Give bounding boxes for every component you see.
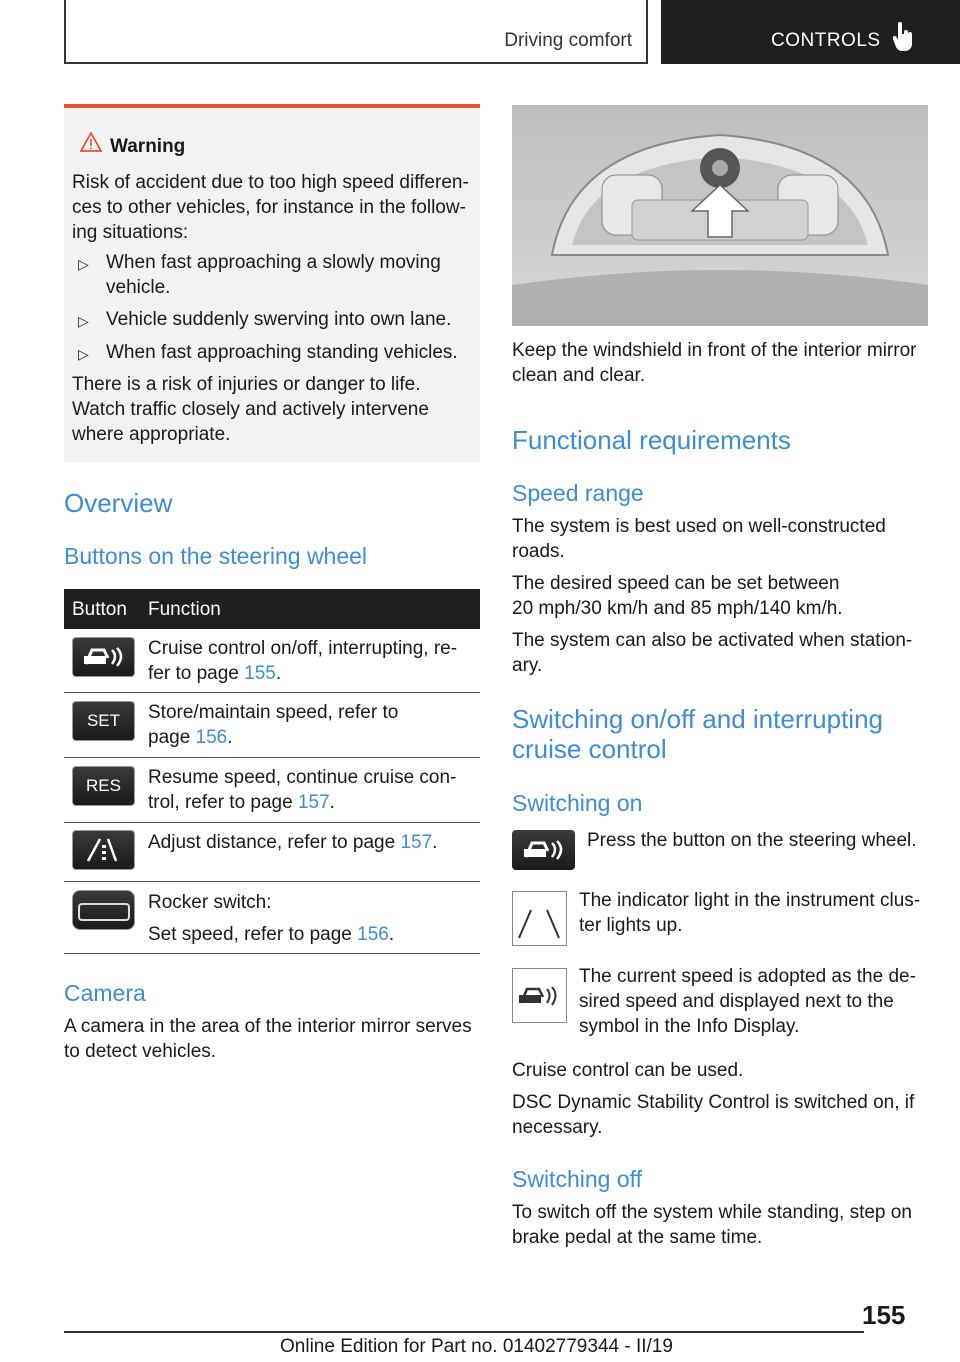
row-divider	[64, 692, 480, 693]
page-link[interactable]: 155	[244, 663, 276, 684]
footer-edition: Online Edition for Part no. 01402779344 - II/19	[280, 1336, 673, 1357]
windshield-camera-photo	[512, 105, 928, 326]
row-divider	[64, 881, 480, 882]
table-row: Rocker switch: Set speed, refer to page 156.	[148, 892, 395, 945]
cruise-control-button-icon	[72, 637, 135, 677]
table-header	[64, 589, 480, 629]
switching-off-heading: Switching off	[512, 1166, 642, 1192]
pointing-hand-icon	[893, 22, 915, 52]
switching-heading: Switching on/off and interrupting cruise control	[512, 704, 883, 764]
rocker-switch-icon	[72, 890, 135, 930]
page-number: 155	[862, 1300, 906, 1330]
warning-outro: There is a risk of injuries or danger to life. Watch traffic closely and actively intervene where appropriate.	[72, 374, 429, 445]
road-indicator-icon	[512, 891, 567, 946]
warning-intro: Risk of accident due to too high speed differen- ces to other vehicles, for instance in the follow- ing situations:	[72, 172, 469, 243]
photo-caption: Keep the windshield in front of the interior mirror clean and clear.	[512, 340, 917, 386]
bullet-marker: ▷	[78, 256, 89, 272]
header-chapter-title: CONTROLS	[771, 30, 881, 51]
table-row: Resume speed, continue cruise con- trol, refer to page 157.	[148, 767, 457, 813]
column-header-function: Function	[148, 599, 221, 620]
overview-heading: Overview	[64, 488, 173, 518]
switching-on-step-5: DSC Dynamic Stability Control is switched on, if necessary.	[512, 1092, 915, 1138]
functional-requirements-heading: Functional requirements	[512, 425, 791, 455]
page-link[interactable]: 157	[400, 832, 433, 853]
warning-triangle-icon	[80, 132, 102, 152]
row-divider	[64, 953, 480, 954]
page-link[interactable]: 156	[357, 924, 389, 945]
speed-range-heading: Speed range	[512, 480, 644, 506]
camera-text: A camera in the area of the interior mirror serves to detect vehicles.	[64, 1016, 472, 1062]
camera-heading: Camera	[64, 980, 146, 1006]
speed-range-text: The system is best used on well-constructed roads. The desired speed can be set between 20 mph/30 km/h and 85 mph/140 km/h. The system can also be activated when station- ary.	[512, 516, 913, 676]
buttons-subheading: Buttons on the steering wheel	[64, 543, 368, 569]
header-section-title: Driving comfort	[504, 30, 632, 51]
set-button-icon: SET	[72, 701, 135, 741]
row-divider	[64, 822, 480, 823]
footer-divider	[64, 1331, 864, 1333]
table-row: Cruise control on/off, interrupting, re- fer to page 155.	[148, 638, 458, 684]
warning-title: Warning	[110, 136, 186, 157]
bullet-marker: ▷	[78, 346, 89, 362]
switching-on-heading: Switching on	[512, 790, 643, 816]
distance-button-icon	[72, 830, 135, 870]
warning-bullet: When fast approaching a slowly moving vehicle.	[106, 252, 441, 298]
switching-on-step-1: Press the button on the steering wheel.	[587, 830, 917, 851]
table-row: Adjust distance, refer to page 157.	[148, 832, 438, 853]
page-link[interactable]: 157	[297, 792, 330, 813]
header-chapter-box	[661, 0, 960, 64]
switching-on-step-2: The indicator light in the instrument clus- ter lights up.	[579, 890, 921, 936]
res-button-icon: RES	[72, 766, 135, 806]
warning-box	[64, 104, 480, 462]
switching-on-step-4: Cruise control can be used.	[512, 1060, 744, 1081]
column-header-button: Button	[72, 599, 127, 620]
warning-bullet: Vehicle suddenly swerving into own lane.	[106, 309, 452, 330]
header-section-box	[64, 0, 648, 64]
warning-bullet: When fast approaching standing vehicles.	[106, 342, 458, 363]
page-link[interactable]: 156	[195, 727, 228, 748]
row-divider	[64, 757, 480, 758]
cruise-display-icon	[512, 968, 567, 1023]
cruise-control-button-icon	[512, 830, 575, 870]
switching-on-step-3: The current speed is adopted as the de- sired speed and displayed next to the symbol in the Info Display.	[579, 966, 916, 1037]
bullet-marker: ▷	[78, 313, 89, 329]
switching-off-text: To switch off the system while standing, step on brake pedal at the same time.	[512, 1202, 912, 1248]
table-row: Store/maintain speed, refer to page 156.	[148, 702, 399, 748]
